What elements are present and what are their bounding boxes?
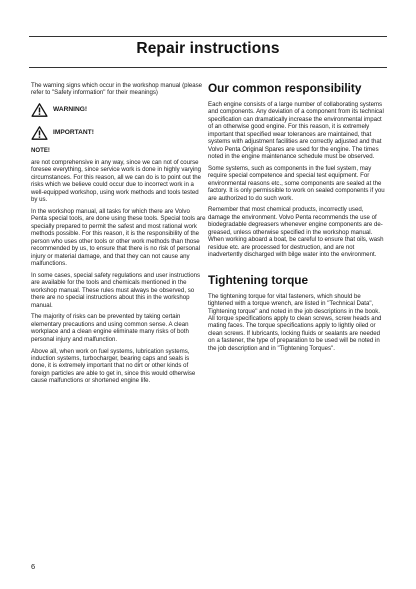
left-paragraph: Above all, when work on fuel systems, lubrication systems, induction systems, turbocharger, bearing caps and seals is done, it is extremely important that no dirt or other kinds of foreign particles are able to get in, since this would otherwise cause malfunctions or shortened engine life. bbox=[31, 347, 196, 385]
section-heading-tightening-torque: Tightening torque bbox=[208, 272, 309, 287]
warning-label: WARNING! bbox=[53, 105, 88, 113]
page-number: 6 bbox=[31, 562, 36, 571]
left-paragraph: In the workshop manual, all tasks for which there are Volvo Penta special tools, are done using these tools. Special tools are specially prepared to permit the safest and most rational work methods possible. For this reason, it is the responsibility of the person who uses other tools or other work methods than those recommended by us, to ensure that there is no risk of personal injury or material damage, and that they can not cause any malfunctions. bbox=[31, 207, 206, 268]
important-row bbox=[31, 124, 206, 141]
left-paragraph: In some cases, special safety regulations and user instructions are available for the tools and chemicals mentioned in the workshop manual. These rules must always be observed, so there are no special instructions about this in the workshop manual. bbox=[31, 271, 201, 309]
header-rule-top bbox=[29, 36, 387, 37]
left-paragraph: are not comprehensive in any way, since we can not of course foresee everything, since service work is done in highly varying circumstances. For this reason, all we can do is to point out the risks which we believe could occur due to incorrect work in a well-equipped workshop, using work methods and tools tested by us. bbox=[31, 158, 202, 204]
left-column bbox=[31, 82, 206, 389]
note-label: NOTE! bbox=[31, 147, 50, 155]
right-paragraph: Each engine consists of a large number of collaborating systems and components. Any deviation of a component from its technical specification can dramatically increase the environmental impact of an otherwise good engine. For this reason, it is extremely important that specified wear tolerances are maintained, that systems with adjustment facilities are correctly adjusted and that Volvo Penta Original Spares are used for the engine. The times noted in the engine maintenance schedule must be observed. bbox=[208, 101, 384, 161]
important-label: IMPORTANT! bbox=[53, 128, 94, 136]
page-title: Repair instructions bbox=[136, 40, 280, 57]
warning-triangle-icon bbox=[31, 103, 48, 117]
warning-row bbox=[31, 101, 206, 118]
right-column bbox=[208, 82, 386, 357]
section-heading-responsibility: Our common responsibility bbox=[208, 81, 362, 95]
intro-text: The warning signs which occur in the workshop manual (please refer to "Safety information" for their meanings) bbox=[31, 82, 203, 97]
warning-triangle-icon bbox=[31, 126, 48, 140]
right-paragraph: The tightening torque for vital fasteners, which should be tightened with a torque wrench, are listed in "Technical Data", Tightening torque" and noted in the job descriptions in the book. All torque specifications apply to clean screws, screw heads and mating faces. The torque specifications apply to lightly oiled or clean screws. If lubricants, locking fluids or sealants are needed on a fastener, the type of preparation to be used will be noted in the job description and in "Tightening Torques". bbox=[208, 292, 382, 352]
right-paragraph: Remember that most chemical products, incorrectly used, damage the environment. Volvo Penta recommends the use of biodegradable degreasers whenever engine components are de-greased, unless otherwise specified in the workshop manual. When working aboard a boat, be careful to ensure that oils, wash residue etc. are processed for destruction, and are not inadvertently discharged with bilge water into the environment. bbox=[208, 206, 384, 259]
left-paragraph: The majority of risks can be prevented by taking certain elementary precautions and using common sense. A clean workplace and a clean engine eliminate many risks of both personal injury and malfunction. bbox=[31, 313, 189, 343]
right-paragraph: Some systems, such as components in the fuel system, may require special competence and special test equipment. For environmental reasons etc., some components are sealed at the factory. It is only permissible to work on sealed components if you are authorized to do such work. bbox=[208, 164, 385, 202]
header-rule-bottom bbox=[29, 67, 387, 68]
